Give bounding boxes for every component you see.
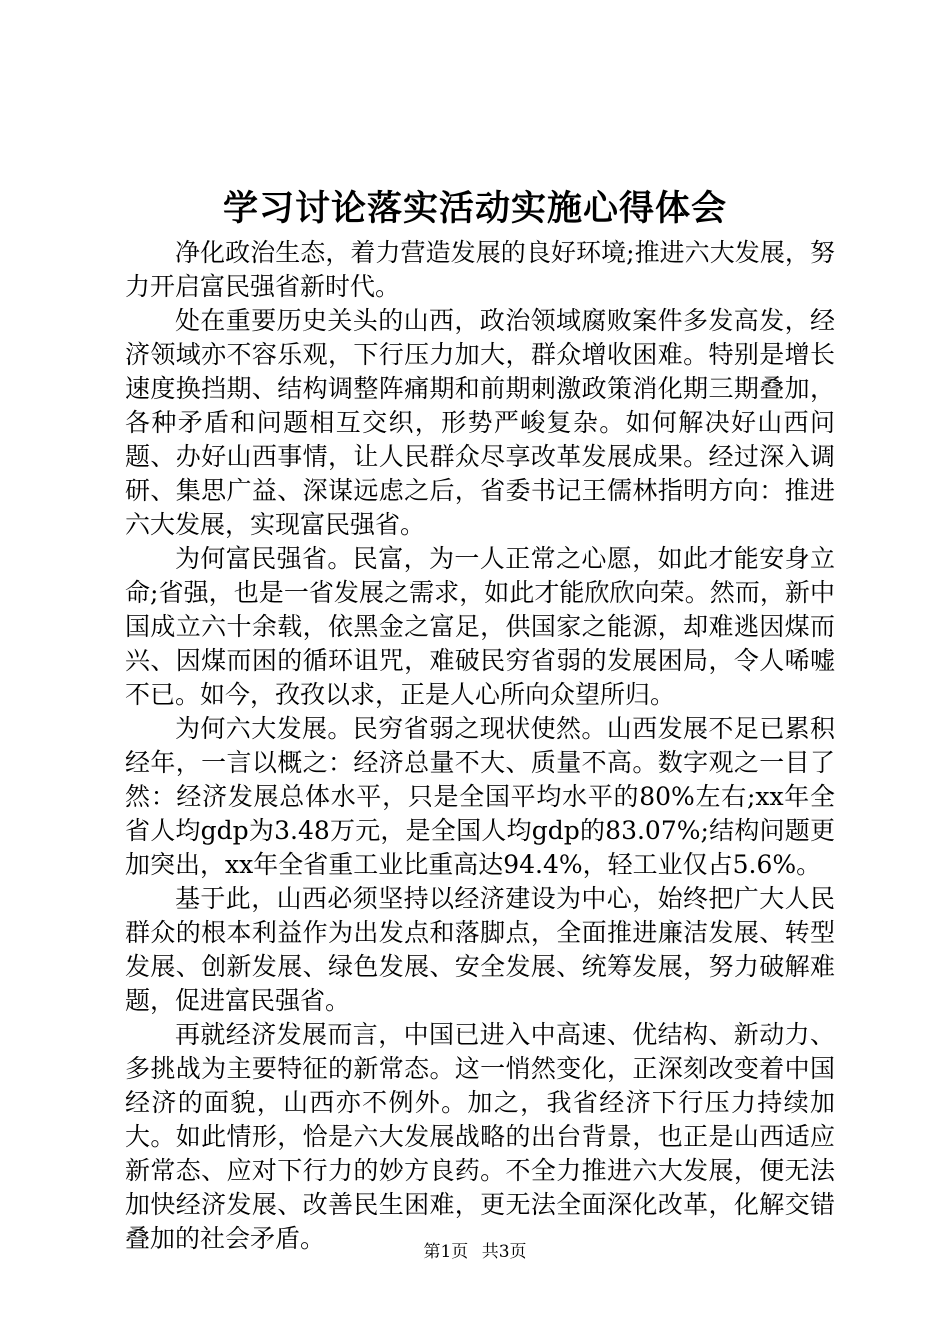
page-footer (0, 1240, 950, 1264)
paragraph-6: 再就经济发展而言，中国已进入中高速、优结构、新动力、多挑战为主要特征的新常态。这一悄然变化，正深刻改变着中国经济的面貌，山西亦不例外。加之，我省经济下行压力持续加大。如此情形，恰是六大发展战略的出台背景，也正是山西适应新常态、应对下行力的妙方良药。不全力推进六大发展，便无法加快经济发展、改善民生困难，更无法全面深化改革，化解交错叠加的社会矛盾。 (125, 1020, 835, 1253)
paragraph-3: 为何富民强省。民富，为一人正常之心愿，如此才能安身立命;省强，也是一省发展之需求，如此才能欣欣向荣。然而，新中国成立六十余载，依黑金之富足，供国家之能源，却难逃因煤而兴、因煤而困的循环诅咒，难破民穷省弱的发展困局，令人唏嘘不已。如今，孜孜以求，正是人心所向众望所归。 (125, 544, 835, 709)
paragraph-5: 基于此，山西必须坚持以经济建设为中心，始终把广大人民群众的根本利益作为出发点和落脚点，全面推进廉洁发展、转型发展、创新发展、绿色发展、安全发展、统筹发展，努力破解难题，促进富民强省。 (125, 884, 835, 1015)
paragraph-1: 净化政治生态，着力营造发展的良好环境;推进六大发展，努力开启富民强省新时代。 (125, 238, 835, 301)
page-number: 第1页 (423, 1242, 469, 1262)
page-total: 共3页 (481, 1242, 527, 1262)
document-body (125, 236, 835, 1256)
document-title: 学习讨论落实活动实施心得体会 (222, 188, 727, 229)
paragraph-2: 处在重要历史关头的山西，政治领域腐败案件多发高发，经济领域亦不容乐观，下行压力加大，群众增收困难。特别是增长速度换挡期、结构调整阵痛期和前期刺激政策消化期三期叠加，各种矛盾和问题相互交织，形势严峻复杂。如何解决好山西问题、办好山西事情，让人民群众尽享改革发展成果。经过深入调研、集思广益、深谋远虑之后，省委书记王儒林指明方向：推进六大发展，实现富民强省。 (125, 306, 835, 539)
paragraph-4: 为何六大发展。民穷省弱之现状使然。山西发展不足已累积经年，一言以概之：经济总量不大、质量不高。数字观之一目了然：经济发展总体水平，只是全国平均水平的80%左右;xx年全省人均gdp为3.48万元，是全国人均gdp的83.07%;结构问题更加突出，xx年全省重工业比重高达94.4%，轻工业仅占5.6%。 (125, 714, 835, 879)
